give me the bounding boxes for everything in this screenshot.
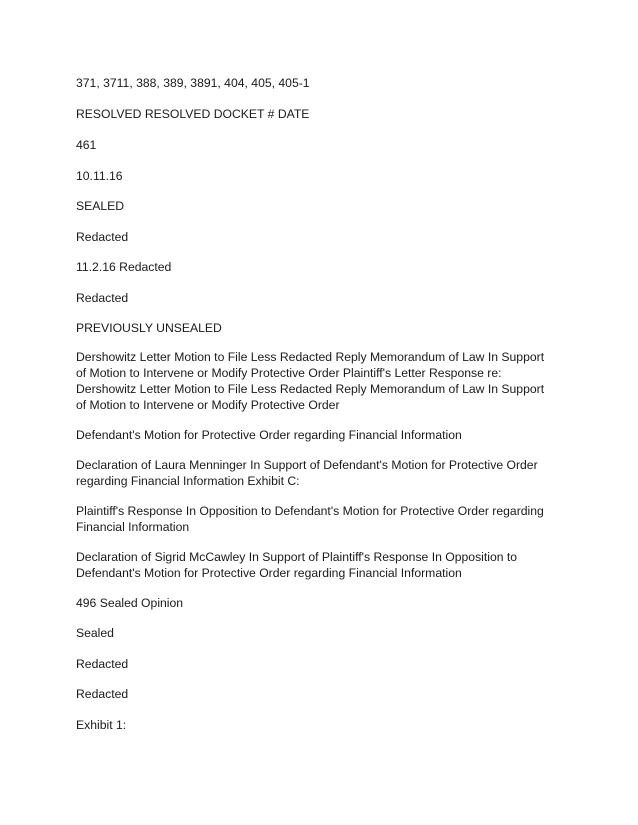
status-redacted: Redacted <box>76 291 129 305</box>
dershowitz-motion-paragraph: Dershowitz Letter Motion to File Less Redacted Reply Memorandum of Law In Support of Motion to Intervene or Modify Protective Order Plaintiff's Letter Response re: Dershowitz Letter Motion to File Less Redacted Reply Memorandum of Law In Support of Motion to Intervene or Modify Protective Order <box>76 350 545 412</box>
status-sealed: SEALED <box>76 199 125 213</box>
sealed-opinion-line: 496 Sealed Opinion <box>76 596 184 610</box>
defendant-motion-paragraph: Defendant's Motion for Protective Order regarding Financial Information <box>76 428 462 442</box>
mccawley-declaration-paragraph: Declaration of Sigrid McCawley In Support of Plaintiff's Response In Opposition to Defendant's Motion for Protective Order regarding Financial Information <box>76 550 518 580</box>
docket-numbers-line: 371, 3711, 388, 389, 3891, 404, 405, 405-1 <box>76 76 310 90</box>
exhibit-label: Exhibit 1: <box>76 718 127 732</box>
date-line: 10.11.16 <box>76 169 123 183</box>
status-redacted: Redacted <box>76 230 129 244</box>
status-sealed: Sealed <box>76 626 114 640</box>
status-redacted: Redacted <box>76 657 129 671</box>
status-redacted: Redacted <box>76 687 129 701</box>
column-header-line: RESOLVED RESOLVED DOCKET # DATE <box>76 107 310 121</box>
docket-number: 461 <box>76 138 97 152</box>
plaintiff-response-paragraph: Plaintiff's Response In Opposition to Defendant's Motion for Protective Order regarding Financial Information <box>76 504 544 534</box>
date-redacted-line: 11.2.16 Redacted <box>76 260 172 274</box>
previously-unsealed-heading: PREVIOUSLY UNSEALED <box>76 321 222 335</box>
menninger-declaration-paragraph: Declaration of Laura Menninger In Support of Defendant's Motion for Protective Order regarding Financial Information Exhibit C: <box>76 458 538 488</box>
